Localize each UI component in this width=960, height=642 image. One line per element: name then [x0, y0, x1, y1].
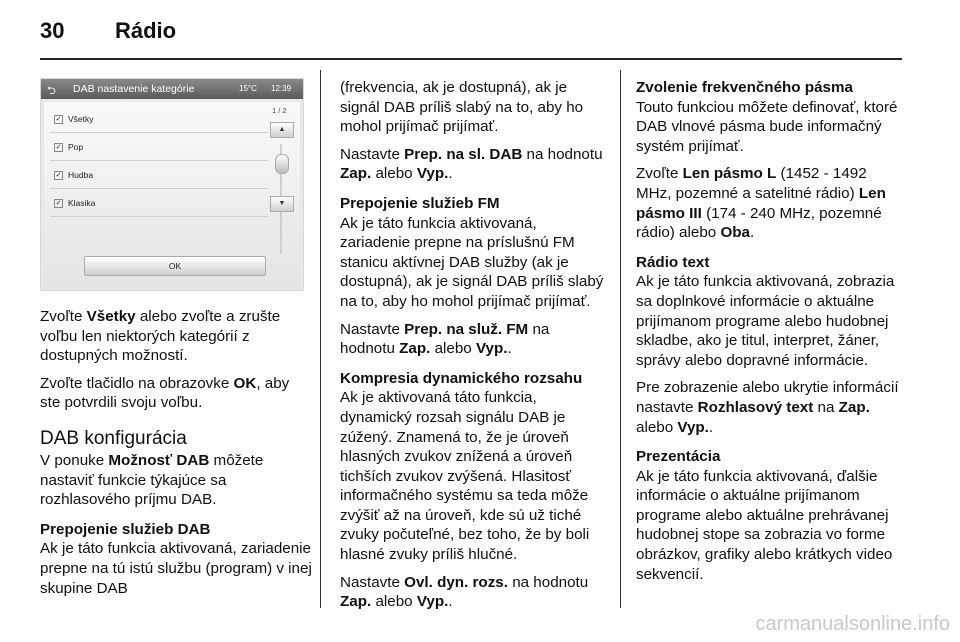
paragraph: (frekvencia, ak je dostupná), ak je signál DAB príliš slabý na to, aby ho mohol prijímač prijímať. [340, 79, 584, 136]
screen-title-bar [41, 79, 303, 99]
scroll-down-button: ▼ [270, 196, 294, 212]
category-item [54, 170, 93, 180]
page-header [40, 16, 920, 52]
temperature-readout: 15°C [239, 84, 257, 93]
column-divider [620, 70, 621, 608]
heading-dab-link: Prepojenie služieb DAB [40, 520, 211, 538]
paragraph: Nastavte Prep. na služ. FM na hodnotu Zap. alebo Vyp.. [340, 320, 550, 358]
paragraph: Zvoľte tlačidlo na obrazovke OK, aby ste potvrdili svoju voľbu. [40, 374, 290, 412]
page-indicator: 1 / 2 [272, 106, 287, 115]
paragraph: V ponuke Možnosť DAB môžete nastaviť funkcie týkajúce sa rozhlasového príjmu DAB. [40, 451, 264, 509]
column-divider [320, 70, 321, 608]
ok-button: OK [84, 256, 266, 276]
column-3 [636, 78, 904, 592]
paragraph: Nastavte Ovl. dyn. rozs. na hodnotu Zap. alebo Vyp.. [340, 573, 589, 611]
column-1 [40, 307, 312, 606]
paragraph: Touto funkciou môžete definovať, ktoré DAB vlnové pásma bude informačný systém prijímať. [636, 98, 898, 155]
back-arrow-icon: ⮌ [47, 85, 56, 97]
paragraph: Ak je aktivovaná táto funkcia, dynamický rozsah signálu DAB je zúžený. Znamená to, že je úroveň hlasných zvukov znížená a úroveň tichších zvukov zvýšená. Hlasitosť informačného systému sa teda môže zvýšiť až na úroveň, kde sú už tiché zvuky počuteľné, bez toho, že by boli hlasné zvuky príliš hlučné. [340, 389, 590, 564]
category-item [54, 114, 94, 124]
heading-radio-text: Rádio text [636, 253, 710, 271]
heading-dab-config: DAB konfigurácia [40, 427, 187, 449]
checkbox-icon: ✓ [55, 144, 62, 152]
category-label: Hudba [68, 170, 94, 180]
divider [50, 188, 268, 189]
paragraph: Ak je táto funkcia aktivovaná, ďalšie informácie o aktuálne prijímanom programe alebo aktuálne prehrávanej hudobnej stope sa zobrazia vo forme obrázkov, grafiky alebo krátkych video sekvencií. [636, 467, 893, 583]
paragraph: Pre zobrazenie alebo ukrytie informácií nastavte Rozhlasový text na Zap. alebo Vyp.. [636, 379, 899, 436]
screen-title: DAB nastavenie kategórie [73, 83, 195, 95]
section-title: Rádio [115, 18, 177, 43]
clock-readout: 12:39 [271, 84, 292, 93]
header-rule [40, 58, 902, 60]
paragraph: Zvoľte Všetky alebo zvoľte a zrušte voľbu len niektorých kategórií z dostupných možností. [40, 308, 281, 365]
category-label: Všetky [68, 114, 94, 124]
category-label: Klasika [68, 198, 96, 208]
divider [50, 132, 268, 133]
paragraph: Ak je táto funkcia aktivovaná, zariadenie prepne na tú istú službu (program) v inej skupine DAB [40, 540, 312, 597]
heading-slideshow: Prezentácia [636, 448, 721, 466]
category-item [54, 198, 95, 208]
paragraph: Ak je táto funkcia aktivovaná, zariadenie prepne na príslušnú FM stanicu aktívnej DAB služby (ak je dostupná), ak je signál DAB príliš slabý na to, aby ho mohol prijímač prijímať. [340, 214, 604, 310]
dab-category-screenshot [40, 78, 304, 291]
paragraph: Ak je táto funkcia aktivovaná, zobrazia sa doplnkové informácie o aktuálne prijímanom programe alebo hudobnej skladbe, ako je titul, interpret, žáner, správy alebo dopravné informácie. [636, 273, 895, 369]
heading-compression: Kompresia dynamického rozsahu [340, 369, 583, 387]
column-2 [340, 78, 608, 620]
scroll-thumb [275, 154, 289, 174]
checkbox-icon: ✓ [55, 172, 62, 180]
checkbox-icon: ✓ [55, 116, 62, 124]
divider [50, 160, 268, 161]
checkbox-icon: ✓ [55, 200, 62, 208]
category-item [54, 142, 83, 152]
heading-fm-link: Prepojenie služieb FM [340, 194, 500, 212]
category-label: Pop [68, 142, 84, 152]
watermark: carmanualsonline.info [755, 613, 950, 635]
scroll-up-button: ▲ [270, 122, 294, 138]
page-number: 30 [40, 18, 65, 43]
paragraph: Nastavte Prep. na sl. DAB na hodnotu Zap. alebo Vyp.. [340, 145, 603, 183]
heading-band-select: Zvolenie frekvenčného pásma [636, 79, 853, 96]
screen-body [44, 102, 300, 287]
paragraph: Zvoľte Len pásmo L (1452 - 1492 MHz, pozemné a satelitné rádio) Len pásmo III (174 - 240 MHz, pozemné rádio) alebo Oba. [636, 165, 886, 242]
divider [50, 216, 268, 217]
